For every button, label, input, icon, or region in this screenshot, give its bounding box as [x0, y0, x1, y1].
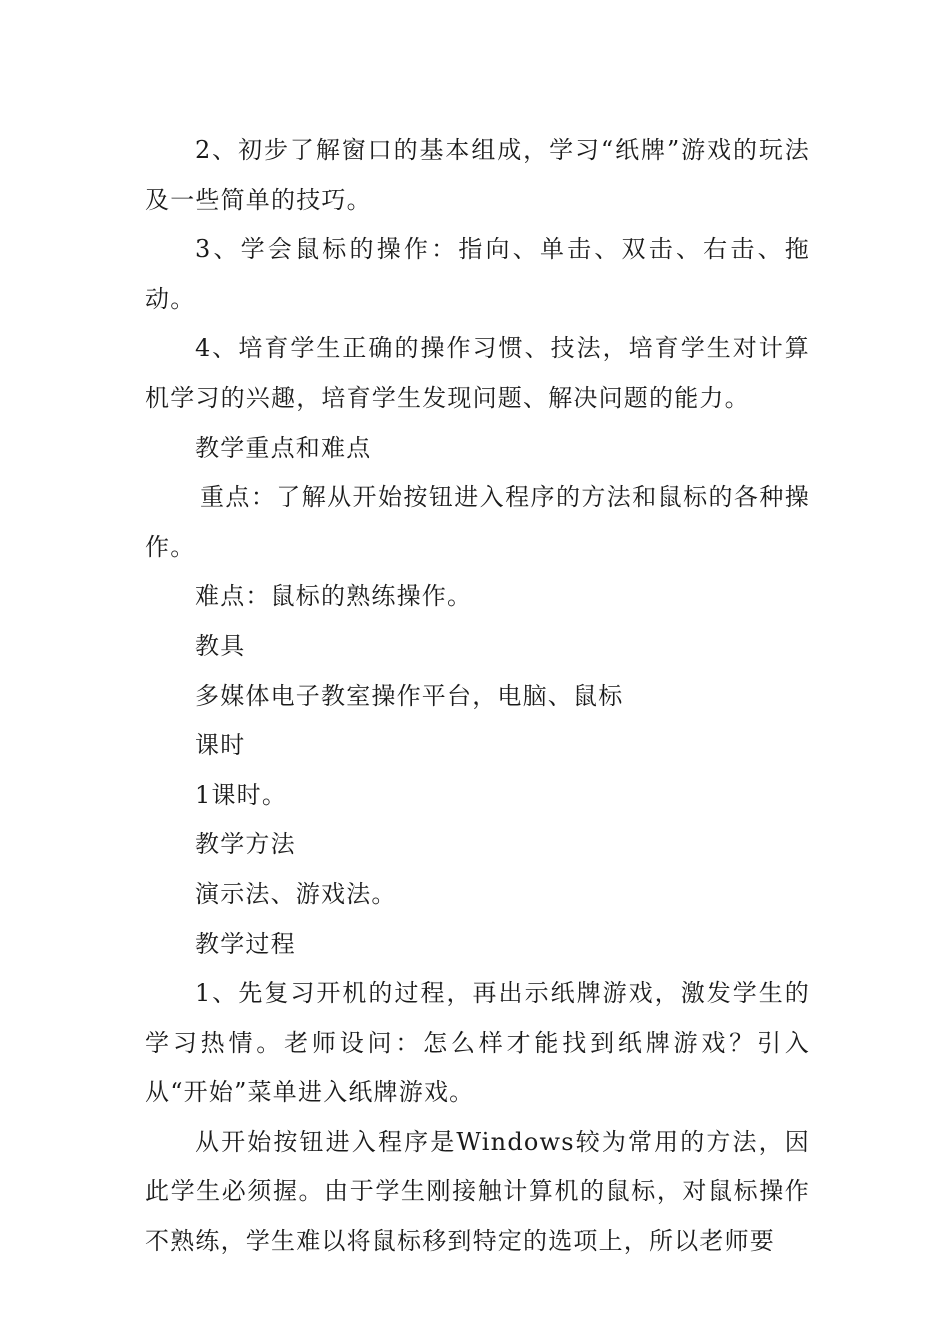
paragraph-key-point: 重点：了解从开始按钮进入程序的方法和鼠标的各种操作。: [145, 483, 810, 561]
heading-teaching-aids: 教具: [195, 631, 246, 660]
paragraph-objective-4: 4、培育学生正确的操作习惯、技法，培育学生对计算机学习的兴趣，培育学生发现问题、解决问题的能力。: [145, 334, 810, 412]
paragraph-difficulty: 难点：鼠标的熟练操作。: [195, 582, 473, 611]
paragraph-process-detail: 从开始按钮进入程序是Windows较为常用的方法，因此学生必须握。由于学生刚接触计算机的鼠标，对鼠标操作不熟练，学生难以将鼠标移到特定的选项上，所以老师要: [145, 1127, 810, 1256]
paragraph-objective-3: 3、学会鼠标的操作：指向、单击、双击、右击、拖动。: [145, 235, 810, 313]
paragraph-teaching-methods: 演示法、游戏法。: [195, 879, 397, 908]
heading-teaching-process: 教学过程: [195, 929, 296, 958]
paragraph-process-step-1: 1、先复习开机的过程，再出示纸牌游戏，激发学生的学习热情。老师设问：怎么样才能找到纸牌游戏？引入从“开始”菜单进入纸牌游戏。: [145, 979, 810, 1107]
heading-teaching-methods: 教学方法: [195, 830, 296, 859]
paragraph-class-hours: 1课时。: [195, 780, 288, 809]
heading-key-points: 教学重点和难点: [195, 433, 372, 462]
document-body: [145, 126, 810, 1267]
heading-class-hours: 课时: [195, 731, 246, 760]
paragraph-teaching-aids: 多媒体电子教室操作平台，电脑、鼠标: [195, 681, 624, 710]
paragraph-objective-2: 2、初步了解窗口的基本组成，学习“纸牌”游戏的玩法及一些简单的技巧。: [145, 136, 810, 214]
